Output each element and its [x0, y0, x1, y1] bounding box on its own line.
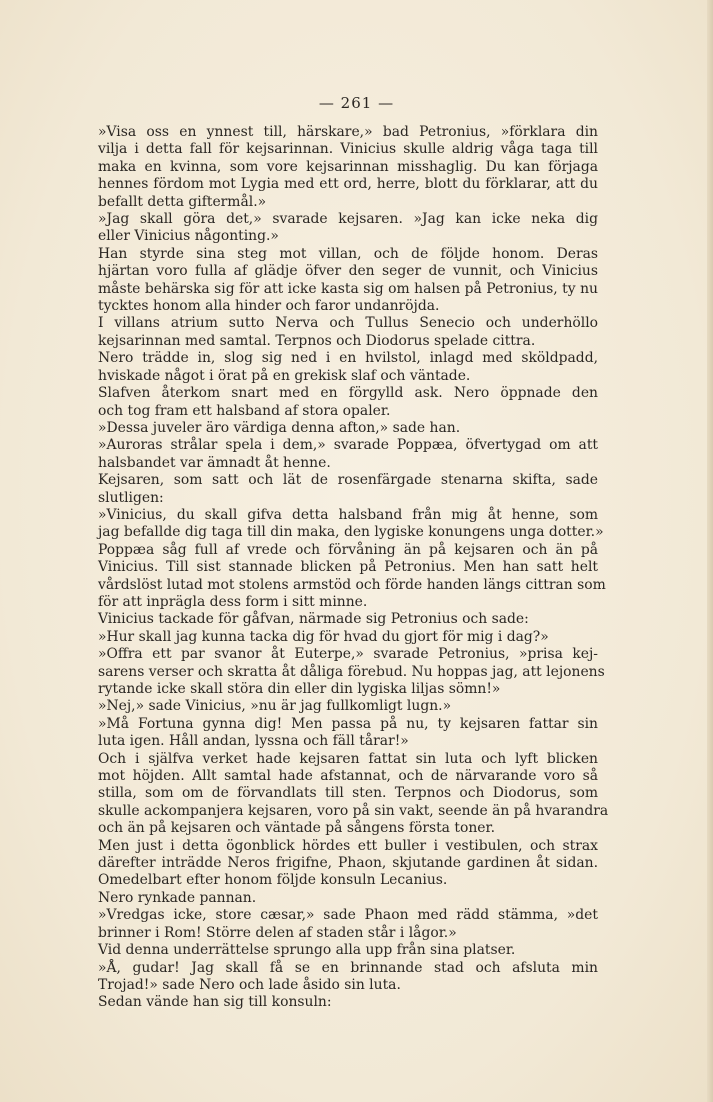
text-line: »Hur skall jag kunna tacka dig för hvad du gjort för mig i dag?»: [98, 628, 549, 645]
text-line: hjärtan voro fulla af glädje öfver den seger de vunnit, och Vinicius: [98, 263, 598, 280]
text-line: därefter inträdde Neros frigifne, Phaon, skjutande gardinen åt sidan.: [98, 855, 598, 872]
text-line: Sedan vände han sig till konsuln:: [98, 994, 332, 1011]
text-line: sarens verser och skratta åt dåliga förebud. Nu hoppas jag, att lejonens: [98, 663, 605, 680]
text-line: »Vredgas icke, store cæsar,» sade Phaon med rädd stämma, »det: [98, 907, 598, 924]
text-line: kejsarinnan med samtal. Terpnos och Diodorus spelade cittra.: [98, 332, 536, 349]
text-line: Vinicius. Till sist stannade blicken på Petronius. Men han satt helt: [98, 559, 598, 576]
text-line: eller Vinicius någonting.»: [98, 228, 279, 245]
text-line: Kejsaren, som satt och lät de rosenfärgade stenarna skifta, sade: [98, 472, 598, 489]
text-line: vilja i detta fall för kejsarinnan. Vinicius skulle aldrig våga taga till: [98, 141, 598, 158]
text-line: »Nej,» sade Vinicius, »nu är jag fullkomligt lugn.»: [98, 698, 452, 715]
text-line: »Dessa juveler äro värdiga denna afton,» sade han.: [98, 419, 461, 436]
text-line: Men just i detta ögonblick hördes ett buller i vestibulen, och strax: [98, 837, 598, 854]
text-line: »Må Fortuna gynna dig! Men passa på nu, ty kejsaren fattar sin: [98, 715, 598, 732]
text-line: Nero rynkade pannan.: [98, 889, 257, 906]
text-line: och tog fram ett halsband af stora opaler.: [98, 402, 391, 419]
text-line: Han styrde sina steg mot villan, och de följde honom. Deras: [98, 245, 598, 262]
text-line: brinner i Rom! Större delen af staden står i lågor.»: [98, 924, 457, 941]
text-line: Och i själfva verket hade kejsaren fattat sin luta och lyft blicken: [98, 750, 598, 767]
text-line: »Auroras strålar spela i dem,» svarade Poppæa, öfvertygad om att: [98, 437, 598, 454]
text-line: hennes fördom mot Lygia med ett ord, herre, blott du förklarar, att du: [98, 176, 598, 193]
body-text: [98, 124, 609, 1012]
page-edge: [707, 0, 713, 1102]
text-line: skulle ackompanjera kejsaren, voro på sin vakt, seende än på hvarandra: [98, 802, 609, 819]
text-line: »Offra ett par svanor åt Euterpe,» svarade Petronius, »prisa kej-: [98, 646, 598, 663]
text-line: stilla, som om de förvandlats till sten. Terpnos och Diodorus, som: [98, 785, 598, 802]
text-line: halsbandet var ämnadt åt henne.: [98, 454, 331, 471]
text-line: Vid denna underrättelse sprungo alla upp från sina platser.: [98, 942, 516, 959]
text-line: »Jag skall göra det,» svarade kejsaren. »Jag kan icke neka dig: [98, 211, 598, 228]
text-line: luta igen. Håll andan, lyssna och fäll tårar!»: [98, 733, 409, 750]
text-line: Trojad!» sade Nero och lade åsido sin luta.: [98, 976, 401, 993]
text-line: mot höjden. Allt samtal hade afstannat, och de närvarande voro så: [98, 768, 598, 785]
text-line: »Vinicius, du skall gifva detta halsband från mig åt henne, som: [98, 506, 598, 523]
text-line: tycktes honom alla hinder och faror undanröjda.: [98, 298, 440, 315]
text-line: Poppæa såg full af vrede och förvåning än på kejsaren och än på: [98, 541, 598, 558]
text-line: »Visa oss en ynnest till, härskare,» bad Petronius, »förklara din: [98, 124, 598, 140]
text-line: måste behärska sig för att icke kasta sig om halsen på Petronius, ty nu: [98, 280, 598, 297]
text-line: och än på kejsaren och väntade på sångens första toner.: [98, 820, 496, 837]
text-line: befallt detta giftermål.»: [98, 193, 267, 210]
text-line: maka en kvinna, som vore kejsarinnan misshaglig. Du kan förjaga: [98, 158, 598, 175]
text-line: rytande icke skall störa din eller din lygiska liljas sömn!»: [98, 681, 501, 697]
text-line: Omedelbart efter honom följde konsuln Lecanius.: [98, 872, 448, 889]
page-number: — 261 —: [318, 94, 395, 112]
text-line: »Å, gudar! Jag skall få se en brinnande stad och afsluta min: [98, 959, 598, 976]
text-line: Vinicius tackade för gåfvan, närmade sig Petronius och sade:: [98, 611, 529, 628]
text-line: för att inprägla dess form i sitt minne.: [98, 593, 368, 610]
text-line: vårdslöst lutad mot stolens armstöd och förde handen längs cittran som: [98, 576, 606, 593]
text-line: hviskade något i örat på en grekisk slaf och väntade.: [98, 367, 471, 384]
text-line: I villans atrium sutto Nerva och Tullus Senecio och underhöllo: [98, 315, 598, 332]
text-line: Nero trädde in, slog sig ned i en hvilstol, inlagd med sköldpadd,: [98, 350, 598, 367]
text-line: jag befallde dig taga till din maka, den lygiske konungens unga dotter.»: [98, 524, 604, 541]
text-line: Slafven återkom snart med en förgylld ask. Nero öppnade den: [98, 385, 598, 402]
text-line: slutligen:: [98, 489, 164, 506]
